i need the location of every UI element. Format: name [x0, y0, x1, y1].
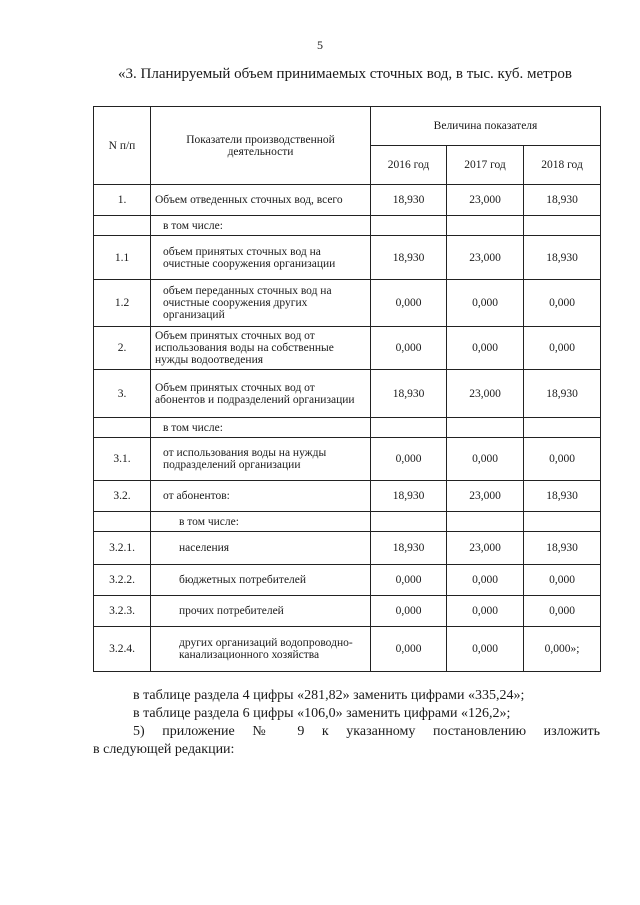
value-2017: 23,000	[447, 370, 524, 418]
value-2017	[447, 512, 524, 532]
table-row	[94, 280, 601, 327]
value-2017: 0,000	[447, 280, 524, 327]
paragraph-new-edition: в следующей редакции:	[93, 742, 235, 757]
value-2016: 0,000	[371, 438, 447, 481]
value-2018	[524, 418, 601, 438]
section-heading: «3. Планируемый объем принимаемых сточных вод, в тыс. куб. метров	[118, 66, 572, 82]
value-2016: 18,930	[371, 481, 447, 512]
page-number: 5	[317, 38, 323, 52]
value-2017: 23,000	[447, 532, 524, 565]
header-year: 2016 год	[371, 146, 447, 185]
value-2017: 0,000	[447, 627, 524, 672]
value-2016: 0,000	[371, 280, 447, 327]
row-indicator: в том числе:	[151, 216, 371, 236]
paragraph-table-6-change: в таблице раздела 6 цифры «106,0» заменить цифрами «126,2»;	[133, 706, 511, 721]
header-value-group: Величина показателя	[371, 107, 601, 146]
table-row	[94, 438, 601, 481]
table-row	[94, 596, 601, 627]
value-2018: 18,930	[524, 370, 601, 418]
value-2018: 0,000»;	[524, 627, 601, 672]
value-2018: 18,930	[524, 185, 601, 216]
value-2018: 18,930	[524, 532, 601, 565]
value-2017	[447, 216, 524, 236]
value-2016: 18,930	[371, 185, 447, 216]
table-row	[94, 236, 601, 280]
row-indicator: населения	[151, 532, 371, 565]
row-number: 1.2	[94, 280, 151, 327]
table-row	[94, 627, 601, 672]
row-number: 1.	[94, 185, 151, 216]
table-row	[94, 565, 601, 596]
row-indicator: Объем принятых сточных вод от абонентов и подразделений организации	[151, 370, 371, 418]
value-2017: 0,000	[447, 327, 524, 370]
row-number: 3.2.4.	[94, 627, 151, 672]
row-number: 3.2.3.	[94, 596, 151, 627]
row-indicator: других организаций водопроводно-канализационного хозяйства	[151, 627, 371, 672]
value-2018: 18,930	[524, 481, 601, 512]
value-2018: 0,000	[524, 596, 601, 627]
header-num: N п/п	[94, 107, 151, 185]
value-2016	[371, 418, 447, 438]
value-2018: 0,000	[524, 280, 601, 327]
value-2018: 0,000	[524, 565, 601, 596]
table-row	[94, 327, 601, 370]
table-row	[94, 512, 601, 532]
value-2016: 0,000	[371, 627, 447, 672]
value-2016	[371, 216, 447, 236]
row-indicator: в том числе:	[151, 512, 371, 532]
header-indicator: Показатели производственной деятельности	[151, 107, 371, 185]
row-indicator: бюджетных потребителей	[151, 565, 371, 596]
header-year: 2017 год	[447, 146, 524, 185]
table-row	[94, 532, 601, 565]
value-2017: 23,000	[447, 236, 524, 280]
wastewater-volume-table	[93, 106, 601, 672]
table-row	[94, 216, 601, 236]
table-row	[94, 418, 601, 438]
row-number	[94, 216, 151, 236]
row-indicator: прочих потребителей	[151, 596, 371, 627]
row-indicator: от использования воды на нужды подразделений организации	[151, 438, 371, 481]
row-indicator: в том числе:	[151, 418, 371, 438]
paragraph-table-4-change: в таблице раздела 4 цифры «281,82» заменить цифрами «335,24»;	[133, 688, 525, 703]
row-number: 3.2.1.	[94, 532, 151, 565]
row-indicator: от абонентов:	[151, 481, 371, 512]
value-2018: 0,000	[524, 438, 601, 481]
value-2016: 18,930	[371, 532, 447, 565]
row-number: 3.	[94, 370, 151, 418]
row-indicator: объем переданных сточных вод на очистные сооружения других организаций	[151, 280, 371, 327]
value-2018: 18,930	[524, 236, 601, 280]
table-row	[94, 185, 601, 216]
table-row	[94, 370, 601, 418]
row-number: 3.2.	[94, 481, 151, 512]
table-row	[94, 481, 601, 512]
value-2016: 18,930	[371, 236, 447, 280]
header-year: 2018 год	[524, 146, 601, 185]
value-2016: 18,930	[371, 370, 447, 418]
value-2016: 0,000	[371, 596, 447, 627]
value-2018	[524, 216, 601, 236]
row-number	[94, 512, 151, 532]
row-number	[94, 418, 151, 438]
value-2017	[447, 418, 524, 438]
value-2016: 0,000	[371, 327, 447, 370]
row-indicator: Объем принятых сточных вод от использования воды на собственные нужды водоотведения	[151, 327, 371, 370]
value-2017: 0,000	[447, 596, 524, 627]
row-number: 3.1.	[94, 438, 151, 481]
value-2017: 0,000	[447, 438, 524, 481]
value-2016	[371, 512, 447, 532]
row-number: 2.	[94, 327, 151, 370]
value-2017: 0,000	[447, 565, 524, 596]
value-2018: 0,000	[524, 327, 601, 370]
row-indicator: Объем отведенных сточных вод, всего	[151, 185, 371, 216]
value-2017: 23,000	[447, 481, 524, 512]
row-indicator: объем принятых сточных вод на очистные сооружения организации	[151, 236, 371, 280]
row-number: 1.1	[94, 236, 151, 280]
value-2017: 23,000	[447, 185, 524, 216]
value-2016: 0,000	[371, 565, 447, 596]
paragraph-appendix-9: 5) приложение № 9 к указанному постановлению изложить	[133, 724, 600, 739]
value-2018	[524, 512, 601, 532]
row-number: 3.2.2.	[94, 565, 151, 596]
